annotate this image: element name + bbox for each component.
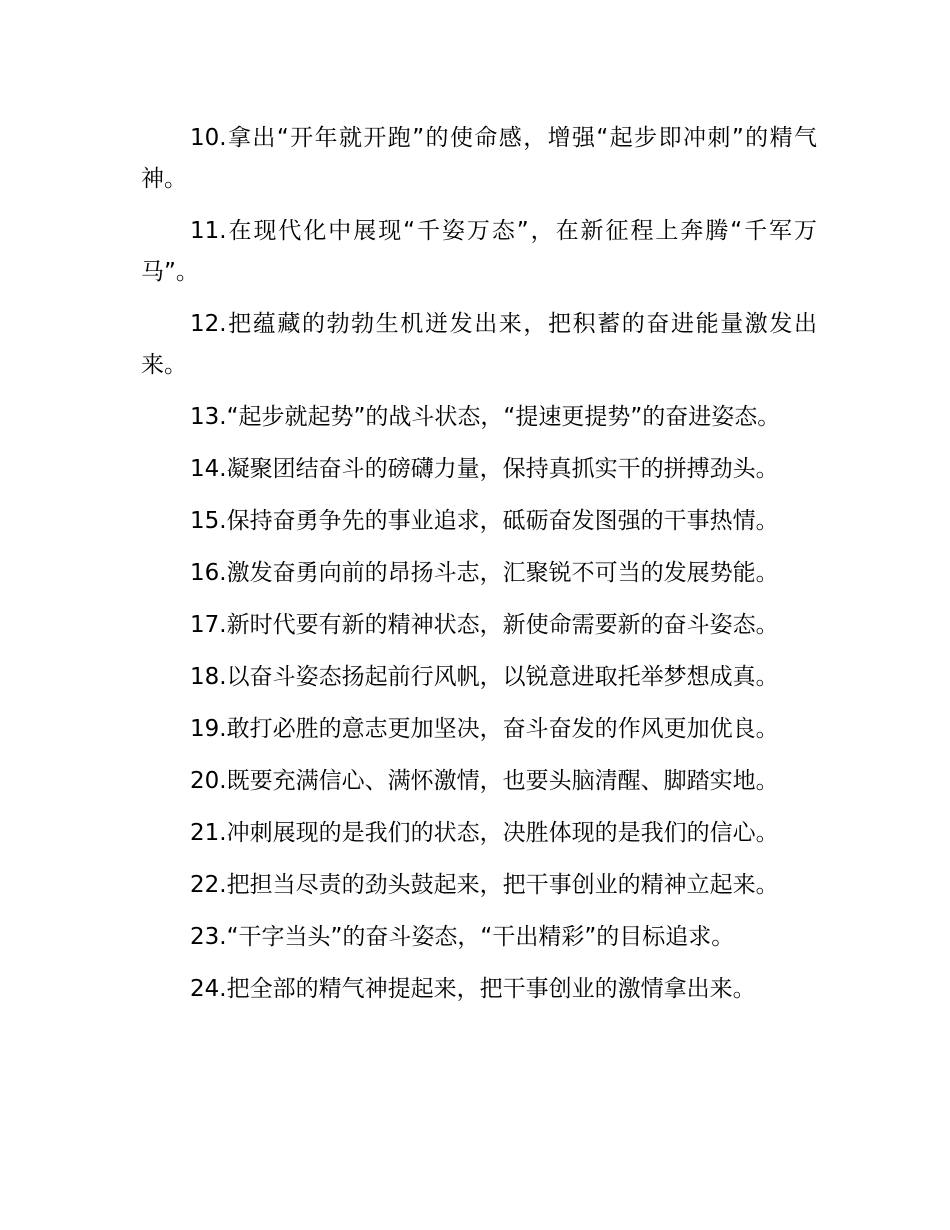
paragraph-20: 20.既要充满信心、满怀激情，也要头脑清醒、脚踏实地。	[190, 768, 779, 794]
paragraph-15: 15.保持奋勇争先的事业追求，砥砺奋发图强的干事热情。	[190, 508, 779, 534]
document-body	[141, 118, 817, 1021]
paragraph-13: 13.“起步就起势”的战斗状态，“提速更提势”的奋进姿态。	[190, 404, 781, 430]
paragraph-21: 21.冲刺展现的是我们的状态，决胜体现的是我们的信心。	[190, 820, 779, 846]
paragraph-12: 12.把蕴藏的勃勃生机迸发出来，把积蓄的奋进能量激发出来。	[141, 311, 817, 378]
paragraph-19: 19.敢打必胜的意志更加坚决，奋斗奋发的作风更加优良。	[190, 716, 779, 742]
paragraph-18: 18.以奋斗姿态扬起前行风帆，以锐意进取托举梦想成真。	[190, 664, 779, 690]
paragraph-17: 17.新时代要有新的精神状态，新使命需要新的奋斗姿态。	[190, 612, 779, 638]
paragraph-10: 10.拿出“开年就开跑”的使命感，增强“起步即冲刺”的精气神。	[141, 125, 817, 192]
paragraph-24: 24.把全部的精气神提起来，把干事创业的激情拿出来。	[190, 976, 756, 1002]
paragraph-14: 14.凝聚团结奋斗的磅礴力量，保持真抓实干的拼搏劲头。	[190, 456, 779, 482]
paragraph-22: 22.把担当尽责的劲头鼓起来，把干事创业的精神立起来。	[190, 872, 779, 898]
paragraph-11: 11.在现代化中展现“千姿万态”，在新征程上奔腾“千军万马”。	[141, 218, 817, 285]
paragraph-16: 16.激发奋勇向前的昂扬斗志，汇聚锐不可当的发展势能。	[190, 560, 779, 586]
paragraph-23: 23.“干字当头”的奋斗姿态，“干出精彩”的目标追求。	[190, 924, 735, 950]
